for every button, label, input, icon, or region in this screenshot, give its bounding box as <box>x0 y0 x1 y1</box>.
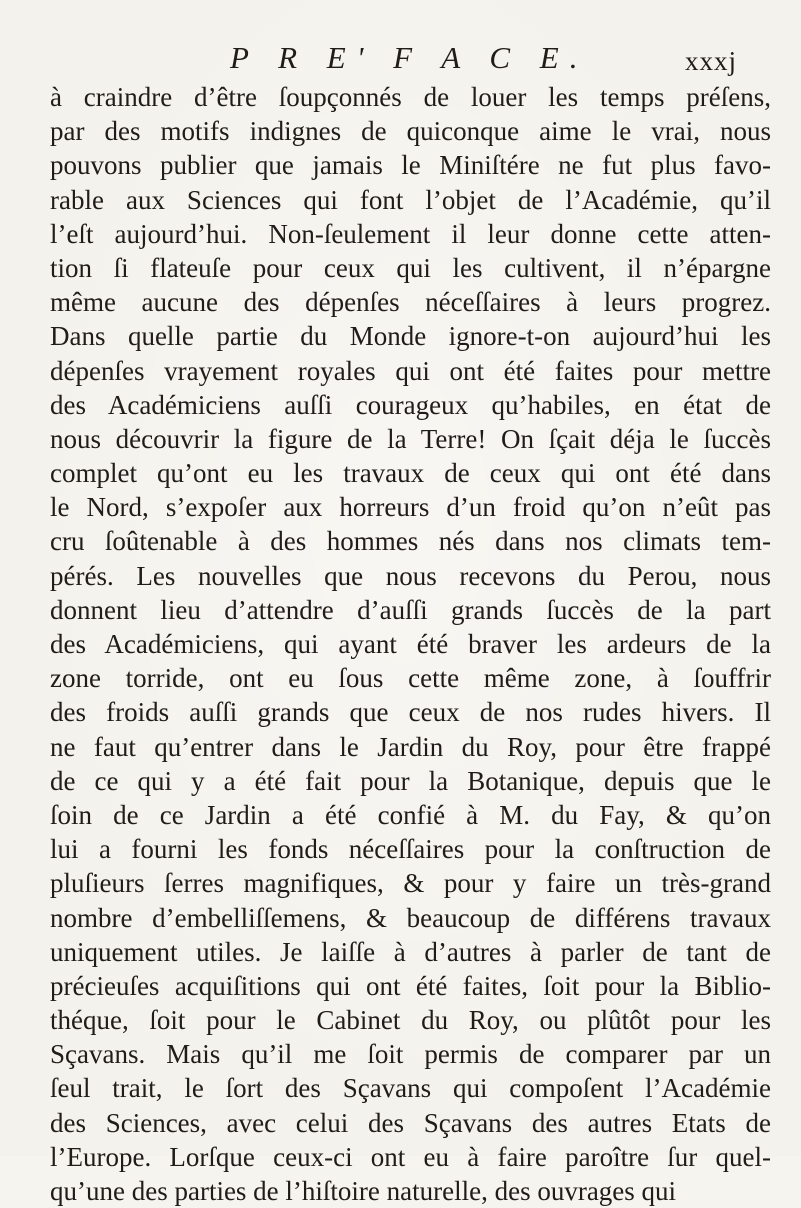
text-line: même aucune des dépenſes néceſſaires à leurs progrez. <box>50 287 771 318</box>
body-text <box>50 80 771 1208</box>
text-line: cru ſoûtenable à des hommes nés dans nos climats tem- <box>50 526 771 557</box>
text-line: de ce qui y a été fait pour la Botanique, depuis que le <box>50 765 771 796</box>
text-line: le Nord, s’expoſer aux horreurs d’un froid qu’on n’eût pas <box>50 492 771 523</box>
text-line: précieuſes acquiſitions qui ont été faites, ſoit pour la Biblio- <box>50 970 771 1001</box>
text-line: tion ſi flateuſe pour ceux qui les cultivent, il n’épargne <box>50 252 771 283</box>
text-line: zone torride, ont eu ſous cette même zone, à ſouffrir <box>50 663 771 694</box>
text-line: Sçavans. Mais qu’il me ſoit permis de comparer par un <box>50 1039 771 1070</box>
text-line: donnent lieu d’attendre d’auſſi grands ſuccès de la part <box>50 594 771 625</box>
text-line: qu’une des parties de l’hiſtoire naturelle, des ouvrages qui <box>50 1176 677 1206</box>
text-line: des Sciences, avec celui des Sçavans des autres Etats de <box>50 1107 771 1138</box>
page-number: xxxj <box>685 46 738 76</box>
running-title: P R E' F A C E. <box>230 40 589 75</box>
text-line: lui a fourni les fonds néceſſaires pour la conſtruction de <box>50 834 771 865</box>
text-line: ſoin de ce Jardin a été confié à M. du Fay, & qu’on <box>50 799 771 830</box>
text-line: pluſieurs ſerres magnifiques, & pour y faire un très-grand <box>50 868 771 899</box>
text-line: dépenſes vrayement royales qui ont été faites pour mettre <box>50 355 771 386</box>
text-line: pérés. Les nouvelles que nous recevons du Perou, nous <box>50 560 771 591</box>
text-line: ſeul trait, le ſort des Sçavans qui compoſent l’Académie <box>50 1073 771 1104</box>
text-line: pouvons publier que jamais le Miniſtére ne fut plus favo- <box>50 150 771 181</box>
text-line: l’Europe. Lorſque ceux-ci ont eu à faire paroître ſur quel- <box>50 1141 771 1172</box>
text-line: l’eſt aujourd’hui. Non-ſeulement il leur donne cette atten- <box>50 218 771 249</box>
text-line: par des motifs indignes de quiconque aime le vrai, nous <box>50 116 771 147</box>
text-line: des froids auſſi grands que ceux de nos rudes hivers. Il <box>50 697 771 728</box>
text-line: ne faut qu’entrer dans le Jardin du Roy, pour être frappé <box>50 731 771 762</box>
text-line: théque, ſoit pour le Cabinet du Roy, ou plûtôt pour les <box>50 1005 771 1036</box>
text-line: à craindre d’être ſoupçonnés de louer les temps préſens, <box>50 82 771 112</box>
text-line: nombre d’embelliſſemens, & beaucoup de différens travaux <box>50 902 771 933</box>
text-line: rable aux Sciences qui font l’objet de l’Académie, qu’il <box>50 184 771 215</box>
running-head <box>0 38 801 78</box>
text-line: des Académiciens auſſi courageux qu’habiles, en état de <box>50 389 771 420</box>
text-line: uniquement utiles. Je laiſſe à d’autres à parler de tant de <box>50 936 771 967</box>
text-line: complet qu’ont eu les travaux de ceux qui ont été dans <box>50 458 771 489</box>
text-line: des Académiciens, qui ayant été braver les ardeurs de la <box>50 629 771 659</box>
text-line: nous découvrir la figure de la Terre! On ſçait déja le ſuccès <box>50 423 771 454</box>
text-line: Dans quelle partie du Monde ignore-t-on aujourd’hui les <box>50 321 771 352</box>
